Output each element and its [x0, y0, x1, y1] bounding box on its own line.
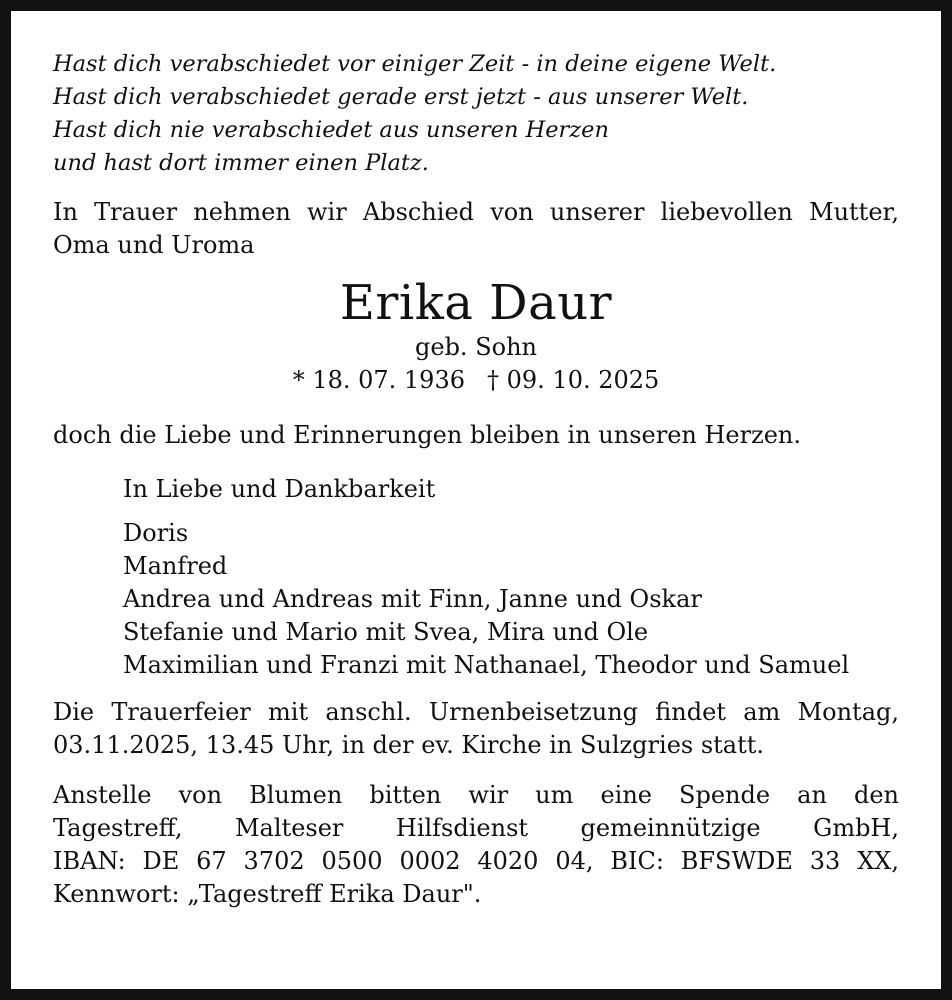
life-dates: [53, 364, 899, 397]
family-section: [123, 473, 899, 682]
donation-line: Tagestreff, Malteser Hilfsdienst gemeinnützige GmbH,: [53, 814, 899, 842]
memory-line: doch die Liebe und Erinnerungen bleiben in unseren Herzen.: [53, 421, 802, 449]
family-member: Doris: [123, 519, 189, 547]
funeral-line: Die Trauerfeier mit anschl. Urnenbeisetzung findet am Montag,: [53, 698, 899, 726]
poem-line: Hast dich nie verabschiedet aus unseren Herzen: [53, 117, 609, 143]
birth-date: * 18. 07. 1936: [292, 366, 465, 394]
death-date: † 09. 10. 2025: [487, 366, 660, 394]
intro-line: In Trauer nehmen wir Abschied von unserer liebevollen Mutter,: [53, 198, 899, 226]
family-member: Maximilian und Franzi mit Nathanael, Theodor und Samuel: [123, 651, 850, 679]
birth-name: geb. Sohn: [415, 333, 537, 361]
family-member: Manfred: [123, 552, 228, 580]
donation-line: IBAN: DE 67 3702 0500 0002 4020 04, BIC: BFSWDE 33 XX,: [53, 847, 899, 875]
donation-line: Anstelle von Blumen bitten wir um eine Spende an den: [53, 781, 899, 809]
family-heading: In Liebe und Dankbarkeit: [123, 475, 436, 503]
funeral-paragraph: [53, 696, 899, 762]
poem-line: Hast dich verabschiedet vor einiger Zeit - in deine eigene Welt.: [53, 51, 777, 77]
obituary-notice: [53, 48, 899, 911]
poem: [53, 48, 899, 180]
intro-line: Oma und Uroma: [53, 231, 255, 259]
donation-paragraph: [53, 779, 899, 911]
family-member: Stefanie und Mario mit Svea, Mira und Ole: [123, 618, 649, 646]
family-member: Andrea und Andreas mit Finn, Janne und Oskar: [123, 585, 702, 613]
intro-paragraph: [53, 196, 899, 262]
funeral-line: 03.11.2025, 13.45 Uhr, in der ev. Kirche in Sulzgries statt.: [53, 731, 765, 759]
family-list: [123, 517, 899, 682]
poem-line: und hast dort immer einen Platz.: [53, 150, 429, 176]
poem-line: Hast dich verabschiedet gerade erst jetzt - aus unserer Welt.: [53, 84, 749, 110]
deceased-name: Erika Daur: [339, 275, 613, 331]
donation-line: Kennwort: „Tagestreff Erika Daur".: [53, 880, 482, 908]
